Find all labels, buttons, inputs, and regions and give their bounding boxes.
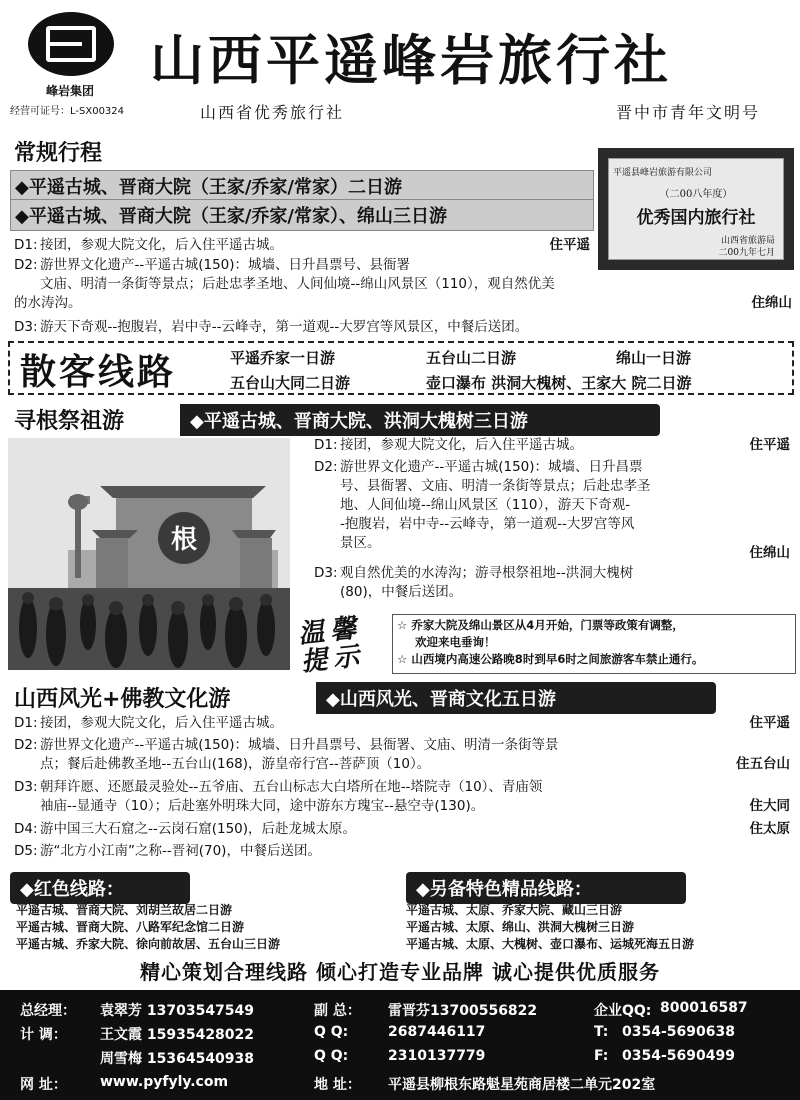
- cert-title: 优秀国内旅行社: [636, 208, 756, 228]
- scattered-route-4: 五台山大同二日游: [230, 374, 351, 392]
- vp-contact: 雷晋芬13700556822: [388, 1003, 538, 1019]
- buddhist-day-2: D2: 游世界文化遗产--平遥古城(150)：城墙、日升昌票号、县衙署、文庙、明清一条街等景 点；餐后赴佛教圣地--五台山(168)，游皇帝行宫--菩萨顶（10）。 住五台山: [14, 737, 790, 772]
- regular-day-1: D1: 接团，参观大院文化，后入住平遥古城。 住平遥: [14, 237, 590, 253]
- photo-sign-text: 根: [170, 525, 198, 555]
- scattered-route-2: 五台山二日游: [426, 349, 517, 367]
- gm-label: 总经理：: [20, 1003, 76, 1019]
- logo-emblem-icon: [28, 12, 114, 76]
- notice-1: ☆ 乔家大院及绵山景区从4月开始，门票等政策有调整，: [397, 618, 684, 632]
- notice-1-cont: 欢迎来电垂询！: [415, 635, 496, 649]
- company-qq: 800016587: [660, 1000, 748, 1016]
- red-routes-title: ◆红色线路：: [10, 872, 190, 904]
- red-route-item: 平遥古城、晋商大院、刘胡兰故居二日游: [16, 903, 233, 917]
- special-route-item: 平遥古城、太原、大槐树、壶口瀑布、运城死海五日游: [406, 937, 695, 951]
- contact-footer: [0, 990, 800, 1100]
- regular-route-2: ◆平遥古城、晋商大院（王家/乔家/常家）、绵山三日游: [10, 199, 594, 231]
- gm-contact: 袁翠芳 13703547549: [100, 1003, 255, 1019]
- cert-date: 二00九年七月: [718, 248, 775, 258]
- address: 平遥县柳根东路魁星苑商居楼二单元202室: [388, 1077, 656, 1093]
- planner-label: 计 调：: [20, 1027, 67, 1043]
- planner-1: 王文霞 15935428022: [100, 1027, 255, 1043]
- telephone: 0354-5690638: [622, 1024, 735, 1040]
- website-label: 网 址：: [20, 1077, 67, 1093]
- company-logo: [10, 8, 130, 123]
- special-routes-list: [406, 902, 694, 953]
- roots-day-2: D2: 游世界文化遗产--平遥古城(150)：城墙、日升昌票 号、县衙署、文庙、明清一条街等景点；后赴忠孝圣 地、人间仙境--绵山风景区（110），游天下奇观- -抱腹岩，岩中寺--云峰寺，第一道观--大罗宫等风 景区。 住绵山: [314, 459, 790, 561]
- cert-issuer: 山西省旅游局: [720, 236, 775, 246]
- regular-day-2: D2: 游世界文化遗产--平遥古城(150)：城墙、日升昌票号、县衙署 文庙、明清一条街等景点；后赴忠孝圣地、人间仙境--绵山风景区（110），观自然优美 的水涛沟。 住绵山: [14, 257, 792, 311]
- red-routes-list: [16, 902, 280, 953]
- tel-label: T:: [594, 1024, 609, 1040]
- address-label: 地 址：: [314, 1077, 361, 1093]
- planner-2: 周雪梅 15364540938: [100, 1051, 255, 1067]
- roots-day-1: D1: 接团，参观大院文化，后入住平遥古城。 住平遥: [314, 437, 790, 453]
- company-motto: 精心策划合理线路 倾心打造专业品牌 诚心提供优质服务: [140, 960, 660, 984]
- cert-year: （二00八年度）: [659, 189, 733, 200]
- website-link[interactable]: www.pyfyly.com: [100, 1074, 229, 1090]
- buddhist-day-4: D4: 游中国三大石窟之--云岗石窟(150)，后赴龙城太原。 住太原: [14, 821, 790, 837]
- fax-label: F:: [594, 1048, 609, 1064]
- slogan-right: 晋中市青年文明号: [615, 103, 760, 122]
- cert-company: 平遥县峰岩旅游有限公司: [613, 168, 713, 178]
- regular-route-1: ◆平遥古城、晋商大院（王家/乔家/常家）二日游: [10, 170, 594, 202]
- buddhist-route: ◆山西风光、晋商文化五日游: [316, 682, 716, 714]
- license-number: 经营可证号：L-SX00324: [10, 106, 125, 117]
- ancestral-gate-photo: [8, 438, 290, 670]
- red-route-item: 平遥古城、晋商大院、八路军纪念馆二日游: [16, 920, 245, 934]
- vp-label: 副 总：: [314, 1003, 361, 1019]
- group-name: 峰岩集团: [45, 84, 94, 98]
- qq2: 2310137779: [388, 1048, 486, 1064]
- roots-route: ◆平遥古城、晋商大院、洪洞大槐树三日游: [180, 404, 660, 436]
- buddhist-day-1: D1: 接团，参观大院文化，后入住平遥古城。 住平遥: [14, 715, 790, 731]
- regular-section-title: 常规行程: [14, 141, 103, 166]
- agency-name: 山西平遥峰岩旅行社: [150, 28, 672, 92]
- red-route-item: 平遥古城、乔家大院、徐向前故居、五台山三日游: [16, 937, 281, 951]
- slogan-left: 山西省优秀旅行社: [200, 103, 345, 122]
- scattered-route-1: 平遥乔家一日游: [230, 349, 336, 367]
- slogans: [200, 100, 760, 123]
- notice-title: 温馨提示: [296, 613, 367, 678]
- scattered-route-5: 壶口瀑布 洪洞大槐树、王家大 院二日游: [426, 374, 692, 392]
- special-routes-title: ◆另备特色精品线路：: [406, 872, 686, 904]
- qq1: 2687446117: [388, 1024, 486, 1040]
- roots-day-3: D3: 观自然优美的水涛沟；游寻根祭祖地--洪洞大槐树 (80)，中餐后送团。: [314, 565, 634, 600]
- regular-day-3: D3: 游天下奇观--抱腹岩，岩中寺--云峰寺，第一道观--大罗宫等风景区，中餐后送团。: [14, 319, 529, 335]
- buddhist-section-title: 山西风光+佛教文化游: [14, 687, 231, 712]
- buddhist-day-3: D3: 朝拜许愿、还愿最灵验处--五爷庙、五台山标志大白塔所在地--塔院寺（10）、青庙领 袖庙--显通寺（10）；后赴塞外明珠大同，途中游东方瑰宝--悬空寺(130)。 住大同: [14, 779, 790, 814]
- qq1-label: Q Q:: [314, 1024, 349, 1040]
- qq2-label: Q Q:: [314, 1048, 349, 1064]
- special-route-item: 平遥古城、太原、绵山、洪洞大槐树三日游: [406, 920, 635, 934]
- notice-box: [392, 614, 796, 674]
- photo-illustration: [8, 438, 290, 670]
- fax: 0354-5690499: [622, 1048, 735, 1064]
- notice-2: ☆ 山西境内高速公路晚8时到早6时之间旅游客车禁止通行。: [397, 652, 704, 666]
- scattered-title: 散客线路: [20, 352, 177, 393]
- buddhist-day-5: D5: 游“北方小江南”之称--晋祠(70)，中餐后送团。: [14, 843, 321, 859]
- special-route-item: 平遥古城、太原、乔家大院、藏山三日游: [406, 903, 623, 917]
- company-qq-label: 企业QQ:: [594, 1003, 652, 1019]
- roots-section-title: 寻根祭祖游: [14, 409, 125, 434]
- award-certificate: [598, 148, 794, 270]
- scattered-route-3: 绵山一日游: [616, 349, 692, 367]
